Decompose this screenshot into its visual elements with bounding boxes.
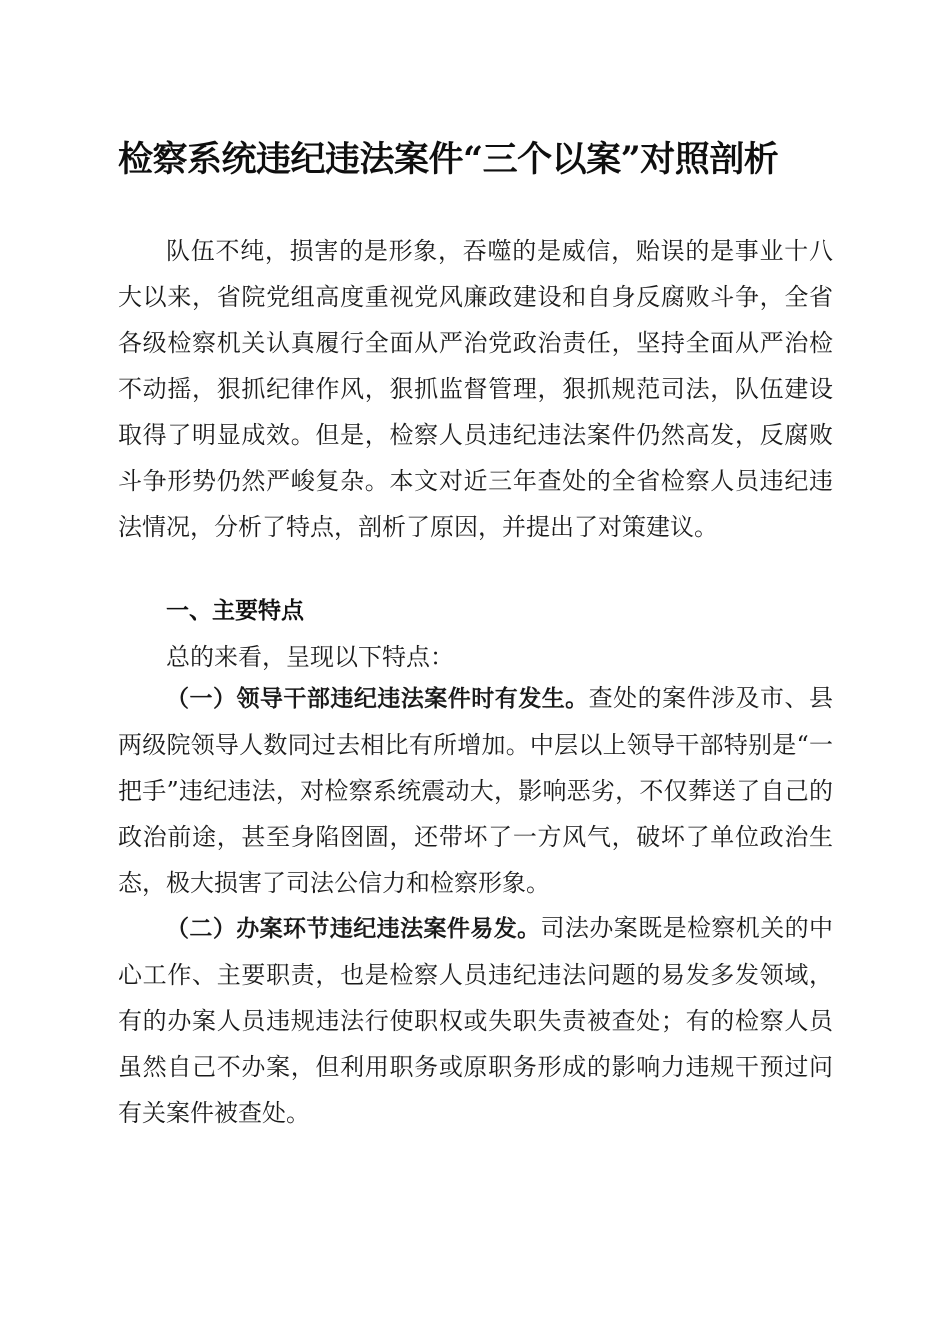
section-heading: 一、主要特点 — [166, 598, 304, 624]
point-2-lead: （二）办案环节违纪违法案件易发。 — [166, 916, 541, 942]
summary-line: 总的来看，呈现以下特点： — [166, 643, 454, 671]
point-1-text: 查处的案件涉及市、县两级院领导人数同过去相比有所增加。中层以上领导干部特别是“一把手”违纪违法，对检察系统震动大，影响恶劣，不仅葬送了自己的政治前途，甚至身陷囹圄，还带坏了一方风气，破坏了单位政治生态，极大损害了司法公信力和检察形象。 — [118, 684, 834, 897]
point-2-text: 司法办案既是检察机关的中心工作、主要职责，也是检察人员违纪违法问题的易发多发领域，有的办案人员违规违法行使职权或失职失责被查处；有的检察人员虽然自己不办案，但利用职务或原职务形成的影响力违规干预过问有关案件被查处。 — [118, 914, 834, 1127]
document-title: 检察系统违纪违法案件“三个以案”对照剖析 — [118, 139, 779, 180]
point-1-paragraph — [118, 675, 833, 906]
intro-paragraph: 队伍不纯，损害的是形象，吞噬的是威信，贻误的是事业十八大以来，省院党组高度重视党风廉政建设和自身反腐败斗争，全省各级检察机关认真履行全面从严治党政治责任，坚持全面从严治检不动摇，狠抓纪律作风，狠抓监督管理，狠抓规范司法，队伍建设取得了明显成效。但是，检察人员违纪违法案件仍然高发，反腐败斗争形势仍然严峻复杂。本文对近三年查处的全省检察人员违纪违法情况，分析了特点，剖析了原因，并提出了对策建议。 — [118, 237, 833, 541]
point-1-lead: （一）领导干部违纪违法案件时有发生。 — [166, 686, 589, 712]
point-2-paragraph — [118, 905, 833, 1136]
